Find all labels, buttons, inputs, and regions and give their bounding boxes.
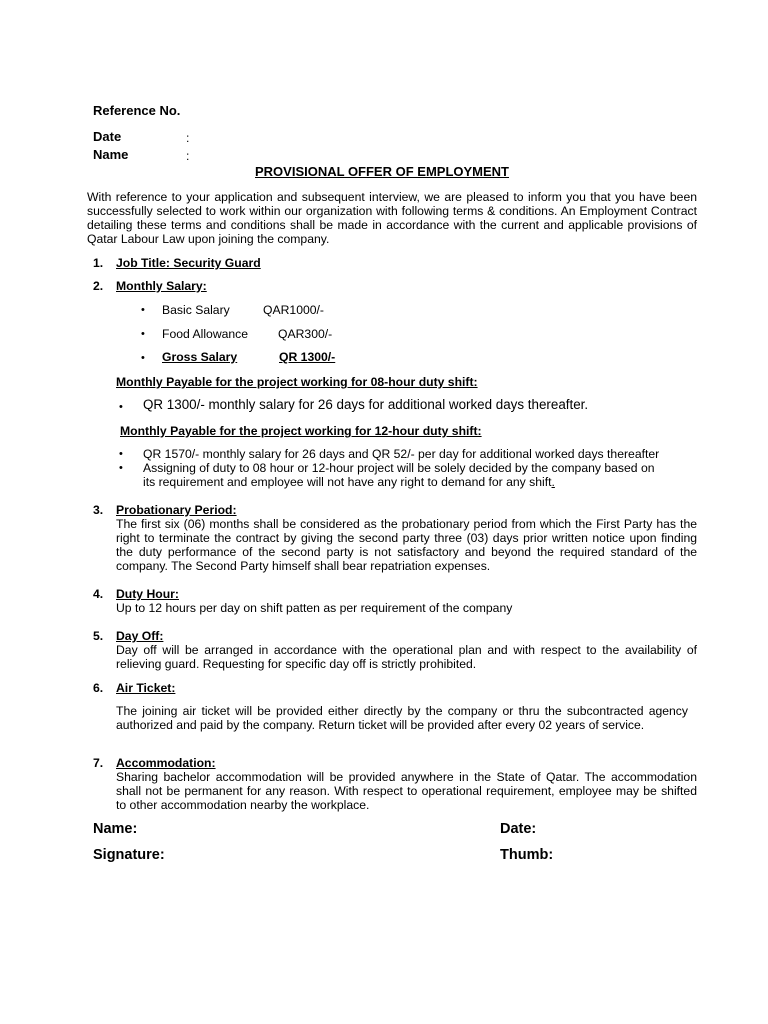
- section-7-number: 7.: [93, 756, 104, 770]
- intro-paragraph: With reference to your application and subsequent interview, we are pleased to inform you that you have been successfully selected to work within our organization with following terms & conditions. An Employment Contract detailing these terms and conditions shall be made in accordance with the current and applicable provisions of Qatar Labour Law upon joining the company.: [87, 190, 697, 246]
- bullet-dot-icon: •: [119, 401, 123, 413]
- section-1-number: 1.: [93, 256, 104, 270]
- gross-salary-value: QR 1300/-: [279, 350, 336, 364]
- section-6-number: 6.: [93, 681, 104, 695]
- shift-8-heading: Monthly Payable for the project working for 08-hour duty shift:: [116, 375, 478, 389]
- section-5-number: 5.: [93, 629, 104, 643]
- section-3-number: 3.: [93, 503, 104, 517]
- food-allowance-value: QAR300/-: [278, 327, 333, 341]
- section-6-body: The joining air ticket will be provided either directly by the company or thru the subcontracted agency authorized and paid by the company. Return ticket will be provided after every 02 years of service.: [116, 704, 688, 732]
- shift-12-bullet-2-line-1: Assigning of duty to 08 hour or 12-hour project will be solely decided by the company based on: [143, 461, 655, 475]
- name-colon: :: [186, 149, 190, 163]
- basic-salary-value: QAR1000/-: [263, 303, 324, 317]
- document-title: PROVISIONAL OFFER OF EMPLOYMENT: [255, 164, 509, 179]
- section-2-number: 2.: [93, 279, 104, 293]
- section-5-heading: Day Off:: [116, 629, 164, 643]
- footer-date-label: Date:: [500, 821, 537, 837]
- date-label: Date: [93, 129, 122, 144]
- bullet-dot-icon: •: [141, 352, 145, 364]
- bullet-dot-icon: •: [141, 304, 145, 316]
- reference-label: Reference No.: [93, 103, 181, 118]
- section-5-body: Day off will be arranged in accordance with the operational plan and with respect to the availability of relieving guard. Requesting for specific day off is strictly prohibited.: [116, 643, 697, 671]
- section-2-heading: Monthly Salary:: [116, 279, 207, 293]
- section-4-body: Up to 12 hours per day on shift patten as per requirement of the company: [116, 601, 513, 615]
- bullet-dot-icon: •: [119, 448, 123, 460]
- bullet-dot-icon: •: [119, 462, 123, 474]
- section-4-number: 4.: [93, 587, 104, 601]
- shift-12-bullet-2-line-2-text: its requirement and employee will not have any right to demand for any shift: [143, 475, 552, 489]
- shift-8-bullet: QR 1300/- monthly salary for 26 days for additional worked days thereafter.: [143, 397, 589, 412]
- shift-12-bullet-2-end: .: [551, 475, 555, 489]
- section-1-heading: Job Title: Security Guard: [116, 256, 261, 270]
- shift-12-bullet-1: QR 1570/- monthly salary for 26 days and QR 52/- per day for additional worked days thereafter: [143, 447, 660, 461]
- section-3-body: The first six (06) months shall be considered as the probationary period from which the First Party has the right to terminate the contract by giving the second party three (03) days prior written notice upon finding the duty performance of the second party is not satisfactory and beyond the required standard of the company. The Second Party himself shall bear repatriation expenses.: [116, 517, 697, 573]
- section-6-heading: Air Ticket:: [116, 681, 176, 695]
- section-4-heading: Duty Hour:: [116, 587, 179, 601]
- food-allowance-label: Food Allowance: [162, 327, 249, 341]
- footer-signature-label: Signature:: [93, 847, 165, 863]
- shift-12-heading: Monthly Payable for the project working for 12-hour duty shift:: [120, 424, 482, 438]
- footer-thumb-label: Thumb:: [500, 847, 554, 863]
- section-7-heading: Accommodation:: [116, 756, 216, 770]
- section-7-body: Sharing bachelor accommodation will be provided anywhere in the State of Qatar. The accommodation shall not be permanent for any reason. With respect to operational requirement, employee may be shifted to other accommodation nearby the workplace.: [116, 770, 697, 812]
- date-colon: :: [186, 131, 190, 145]
- bullet-dot-icon: •: [141, 328, 145, 340]
- gross-salary-label: Gross Salary: [162, 350, 238, 364]
- basic-salary-label: Basic Salary: [162, 303, 230, 317]
- section-3-heading: Probationary Period:: [116, 503, 237, 517]
- name-label: Name: [93, 147, 129, 162]
- shift-12-bullet-2-line-2: [143, 475, 555, 489]
- footer-name-label: Name:: [93, 821, 138, 837]
